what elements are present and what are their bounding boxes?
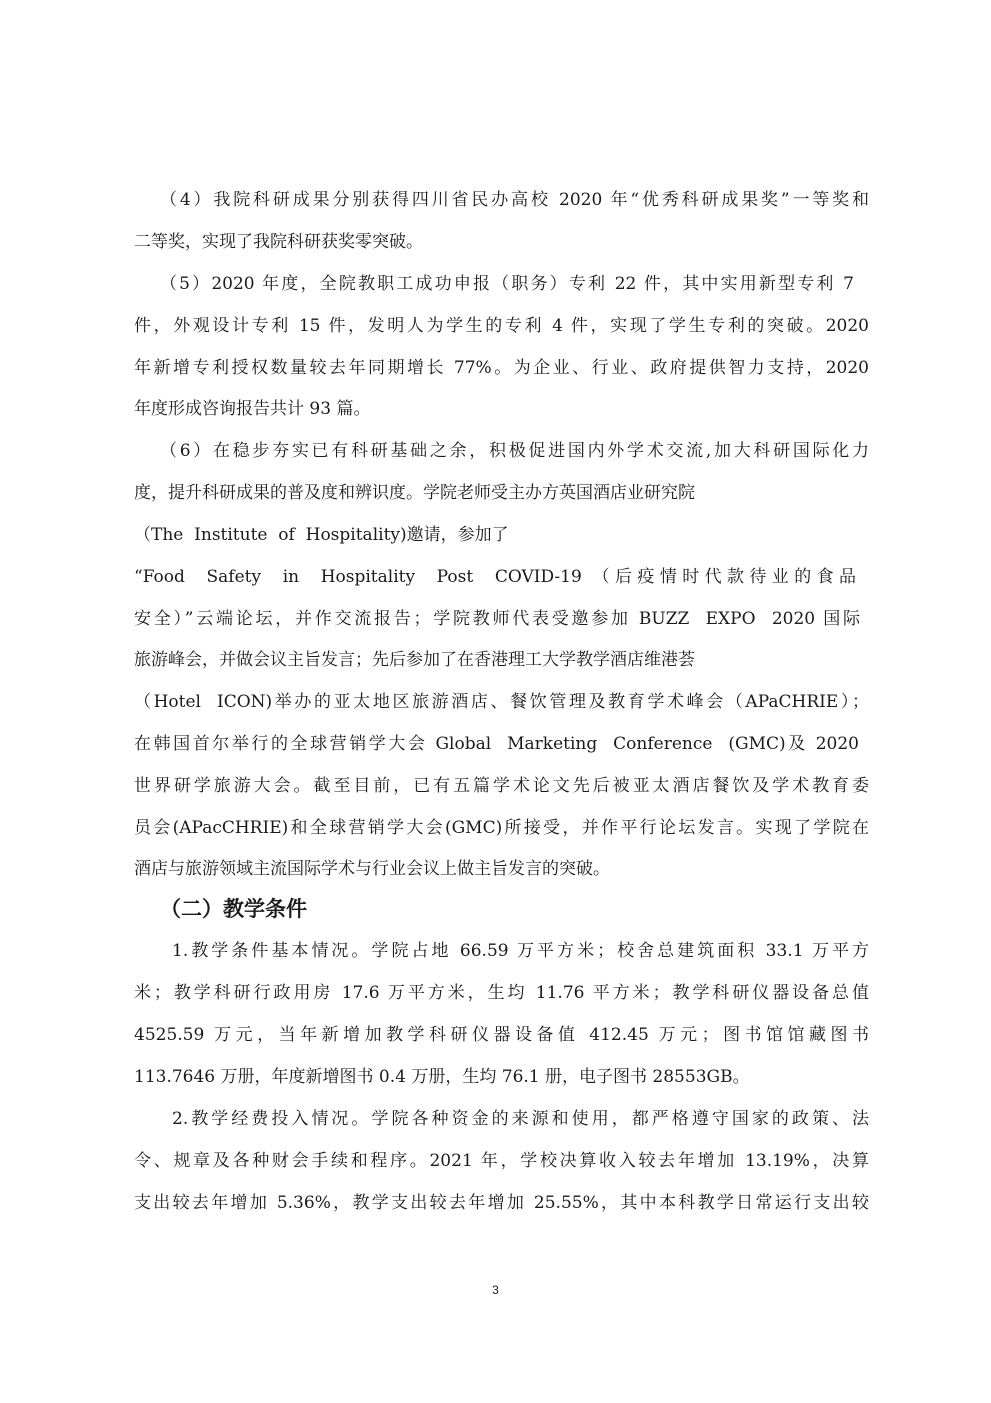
paragraph-6-line-3: （The Institute of Hospitality)邀请，参加了: [134, 525, 509, 545]
item-1-line-1: 1.教学条件基本情况。学院占地 66.59 万平方米；校舍总建筑面积 33.1 万平方: [172, 941, 869, 961]
paragraph-4-line-1: （4）我院科研成果分别获得四川省民办高校 2020 年“优秀科研成果奖”一等奖和: [160, 190, 869, 210]
item-1-line-4: 113.7646 万册，年度新增图书 0.4 万册，生均 76.1 册，电子图书 28553GB。: [134, 1067, 750, 1087]
paragraph-5-line-4: 年度形成咨询报告共计 93 篇。: [134, 399, 371, 419]
paragraph-6-line-1: （6）在稳步夯实已有科研基础之余，积极促进国内外学术交流,加大科研国际化力: [160, 441, 869, 461]
paragraph-5-line-1: （5）2020 年度，全院教职工成功申报（职务）专利 22 件，其中实用新型专利 7: [160, 274, 854, 294]
paragraph-6-line-4: “Food Safety in Hospitality Post COVID-19 （后疫情时代款待业的食品: [134, 567, 856, 587]
paragraph-5-line-3: 年新增专利授权数量较去年同期增长 77%。为企业、行业、政府提供智力支持，2020: [134, 358, 869, 378]
paragraph-6-line-7: （Hotel ICON)举办的亚太地区旅游酒店、餐饮管理及教育学术峰会（APaCHRIE）；: [134, 692, 869, 712]
item-1-line-3: 4525.59 万元，当年新增加教学科研仪器设备值 412.45 万元；图书馆馆藏图书: [134, 1025, 869, 1045]
page-number: 3: [492, 1283, 499, 1297]
item-2-line-3: 支出较去年增加 5.36%，教学支出较去年增加 25.55%，其中本科教学日常运行支出较: [134, 1193, 869, 1213]
item-2-line-1: 2.教学经费投入情况。学院各种资金的来源和使用，都严格遵守国家的政策、法: [172, 1109, 869, 1129]
section-heading: （二）教学条件: [160, 897, 307, 921]
paragraph-5-line-2: 件，外观设计专利 15 件，发明人为学生的专利 4 件，实现了学生专利的突破。2020: [134, 316, 869, 336]
paragraph-4-line-2: 二等奖，实现了我院科研获奖零突破。: [134, 232, 423, 252]
paragraph-6-line-6: 旅游峰会，并做会议主旨发言；先后参加了在香港理工大学教学酒店维港荟: [134, 650, 695, 670]
paragraph-6-line-11: 酒店与旅游领域主流国际学术与行业会议上做主旨发言的突破。: [134, 859, 610, 879]
paragraph-6-line-8: 在韩国首尔举行的全球营销学大会 Global Marketing Conference (GMC)及 2020: [134, 734, 859, 754]
item-2-line-2: 令、规章及各种财会手续和程序。2021 年，学校决算收入较去年增加 13.19%，决算: [134, 1151, 869, 1171]
paragraph-6-line-2: 度，提升科研成果的普及度和辨识度。学院老师受主办方英国酒店业研究院: [134, 483, 695, 503]
paragraph-6-line-10: 员会(APacCHRIE)和全球营销学大会(GMC)所接受，并作平行论坛发言。实现了学院在: [134, 818, 869, 838]
paragraph-6-line-5: 安全）”云端论坛，并作交流报告；学院教师代表受邀参加 BUZZ EXPO 2020 国际: [134, 609, 860, 629]
item-1-line-2: 米；教学科研行政用房 17.6 万平方米，生均 11.76 平方米；教学科研仪器设备总值: [134, 983, 869, 1003]
paragraph-6-line-9: 世界研学旅游大会。截至目前，已有五篇学术论文先后被亚太酒店餐饮及学术教育委: [134, 776, 869, 796]
